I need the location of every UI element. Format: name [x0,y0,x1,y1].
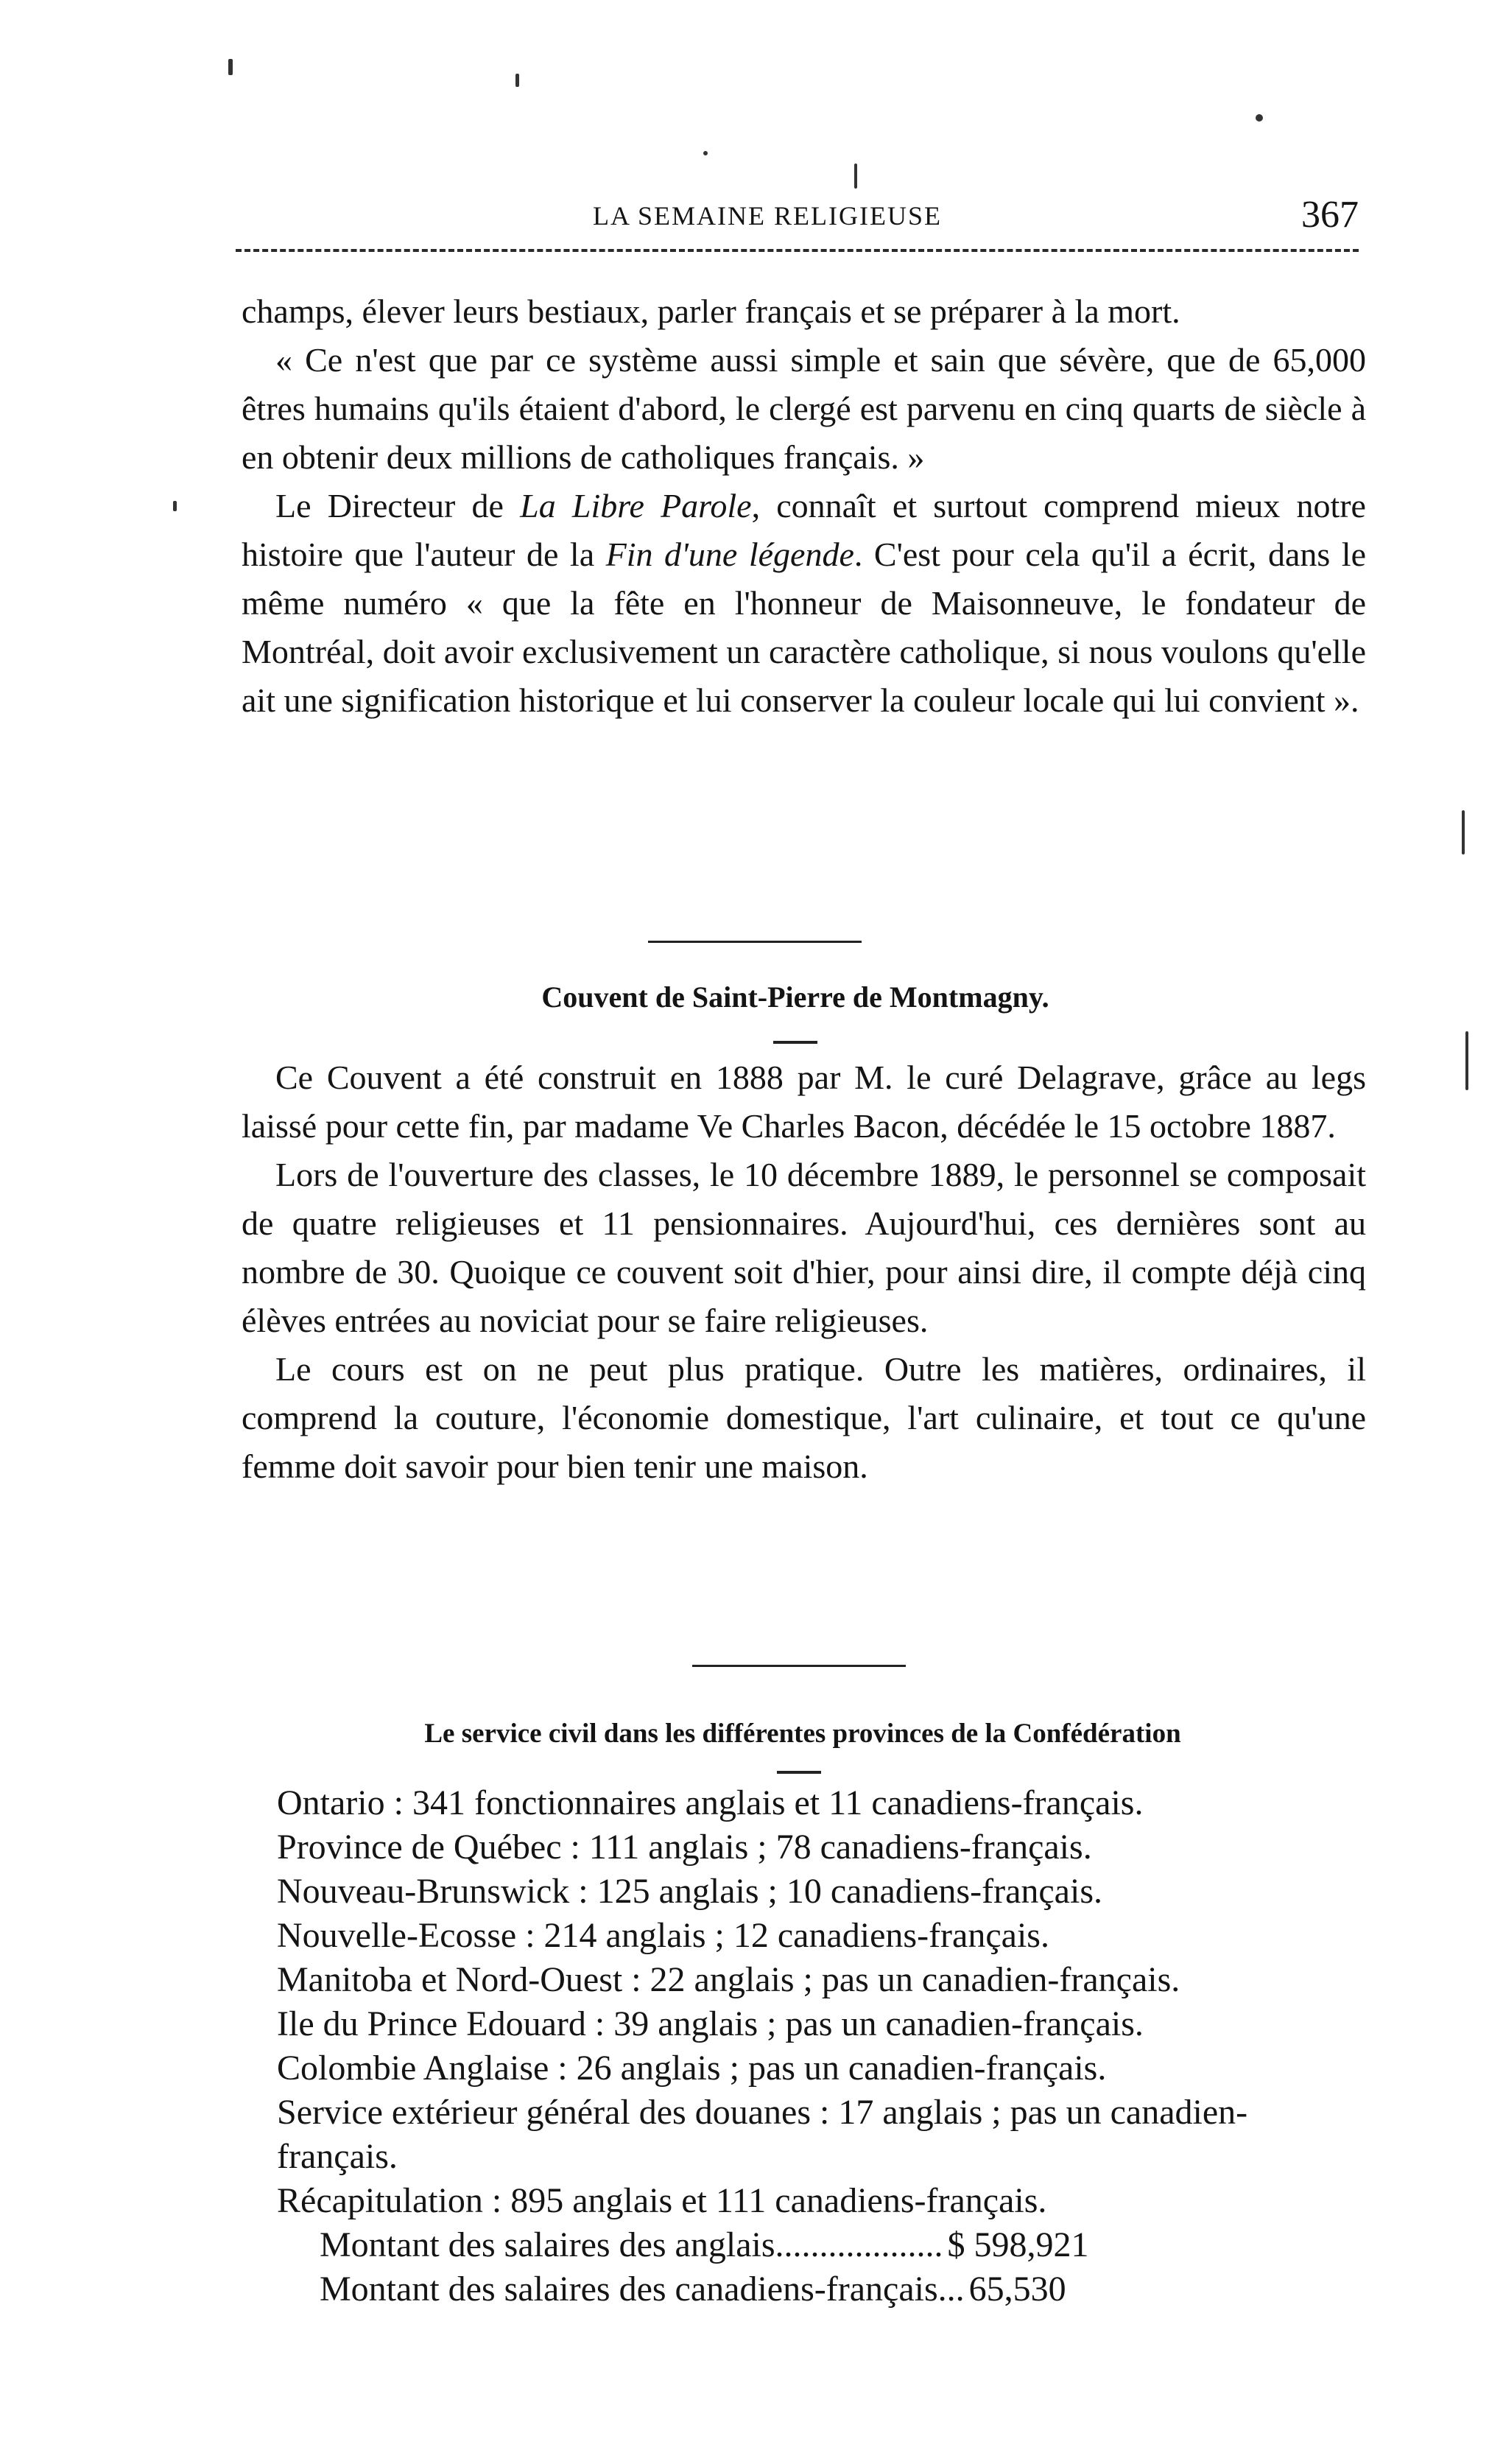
page-number: 367 [1301,194,1359,236]
couvent-text [242,1053,1366,1491]
running-header [236,193,1359,245]
couvent-paragraph: Le cours est on ne peut plus pratique. Outre les matières, ordinaires, il comprend la couture, l'économie domestique, l'art culinaire, et tout ce qu'une femme doit savoir pour bien tenir une maison. [242,1350,1366,1485]
journal-title: La Libre Parole [520,487,752,524]
print-speck [515,74,519,87]
section-title-couvent: Couvent de Saint-Pierre de Montmagny. [541,980,1049,1014]
title-underline [777,1771,821,1774]
print-speck [173,501,177,511]
couvent-paragraph: Lors de l'ouverture des classes, le 10 décembre 1889, le personnel se composait de quatre religieuses et 11 pensionnaires. Aujourd'hui, ces dernières sont au nombre de 30. Quoique ce couvent soit d'hier, pour ainsi dire, il compte déjà cinq élèves entrées au noviciat pour se faire religieuses. [242,1156,1366,1339]
service-civil-list [243,1781,1362,2312]
salary-leader: ... [937,2270,965,2309]
salary-row-anglais [243,2223,1380,2267]
salary-label: Montant des salaires des canadiens-français [320,2270,938,2309]
stat-line-nouveau-brunswick: Nouveau-Brunswick : 125 anglais ; 10 canadiens-français. [277,1872,1102,1911]
stat-line-nouvelle-ecosse: Nouvelle-Ecosse : 214 anglais ; 12 canadiens-français. [277,1916,1049,1955]
stat-line-recapitulation: Récapitulation : 895 anglais et 111 canadiens-français. [277,2181,1047,2220]
salary-value: 65,530 [968,2270,1066,2309]
print-speck [703,151,708,155]
header-title: LA SEMAINE RELIGIEUSE [593,201,942,231]
print-speck [228,59,233,75]
stat-line-ontario: Ontario : 341 fonctionnaires anglais et 11 canadiens-français. [277,1783,1144,1822]
stat-line-manitoba: Manitoba et Nord-Ouest : 22 anglais ; pas un canadien-français. [277,1960,1180,1999]
stat-line-douanes: Service extérieur général des douanes : 17 anglais ; pas un canadien-français. [277,2093,1248,2176]
couvent-paragraph: Ce Couvent a été construit en 1888 par M. le curé Delagrave, grâce au legs laissé pour cette fin, par madame Ve Charles Bacon, décédée le 15 octobre 1887. [242,1059,1366,1145]
opening-text [242,287,1366,725]
stat-line-quebec: Province de Québec : 111 anglais ; 78 canadiens-français. [277,1828,1092,1867]
stat-line-ile-prince-edouard: Ile du Prince Edouard : 39 anglais ; pas un canadien-français. [277,2004,1144,2043]
directeur-before: Le Directeur de [275,487,521,524]
salary-leader: ................... [775,2225,943,2264]
stat-line-colombie: Colombie Anglaise : 26 anglais ; pas un canadien-français. [277,2049,1107,2088]
section-separator [648,941,862,943]
print-speck [854,164,857,189]
print-speck [1465,1031,1468,1090]
salary-value: $ 598,921 [947,2225,1089,2264]
paragraph-directeur [242,482,1366,725]
print-speck [1256,114,1263,122]
paragraph-continuation: champs, élever leurs bestiaux, parler français et se préparer à la mort. [242,292,1180,330]
print-speck [1462,810,1465,854]
salary-label: Montant des salaires des anglais [320,2225,775,2264]
book-title: Fin d'une légende [605,536,854,573]
directeur-middle: , connaît et surtout comprend mieux notre histoire que l'auteur de la [242,487,1366,573]
paragraph-quote: « Ce n'est que par ce système aussi simple et sain que sévère, que de 65,000 êtres humains qu'ils étaient d'abord, le clergé est parvenu en cinq quarts de siècle à en obtenir deux millions de catholiques français. » [242,341,1366,476]
title-underline [773,1041,817,1044]
header-rule [236,249,1359,252]
section-title-service-civil: Le service civil dans les différentes provinces de la Confédération [424,1719,1181,1749]
directeur-after: . C'est pour cela qu'il a écrit, dans le même numéro « que la fête en l'honneur de Maisonneuve, le fondateur de Montréal, doit avoir exclusivement un caractère catholique, si nous voulons qu'elle ait une signification historique et lui conserver la couleur locale qui lui convient ». [242,536,1366,719]
section-separator [692,1665,906,1667]
salary-row-canadiens [243,2267,1380,2312]
